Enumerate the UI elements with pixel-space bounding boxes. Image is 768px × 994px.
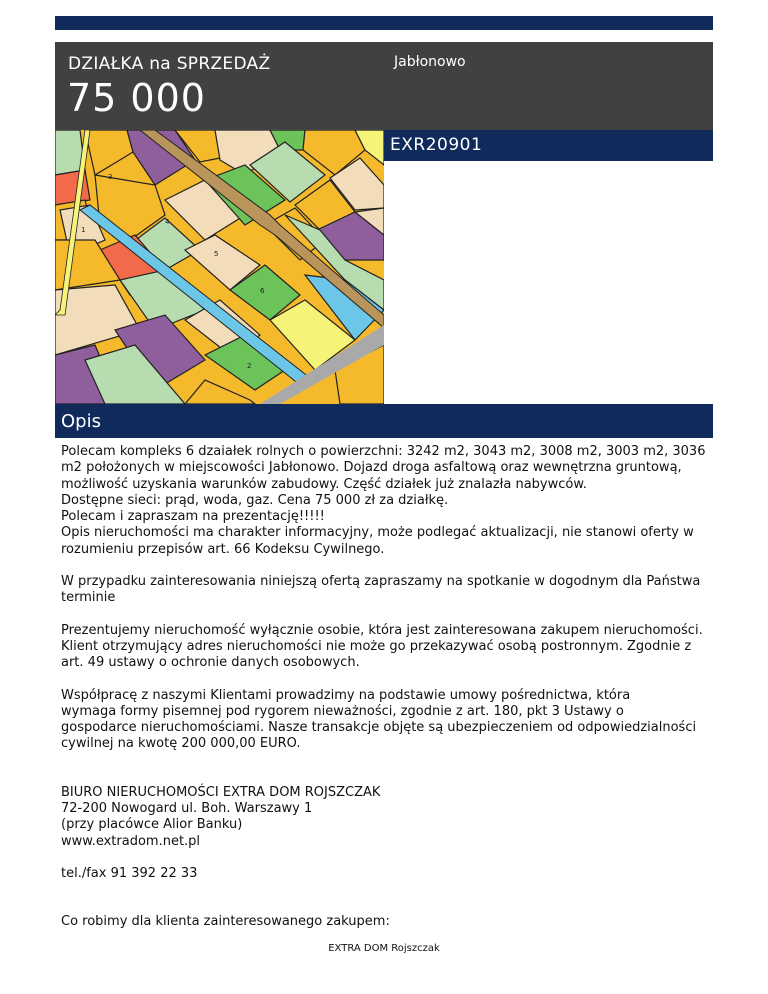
plot-map-image bbox=[55, 130, 384, 404]
plot-label-4: 4 bbox=[165, 218, 170, 226]
description-paragraph-3: Prezentujemy nieruchomość wyłącznie osobie, która jest zainteresowana zakupem nieruchomości. Klient otrzymujący adres nieruchomości nie może go przekazywać osobą postronnym. Zgodnie z art. 49 ustawy o ochronie danych osobowych. bbox=[61, 622, 703, 671]
description-paragraph-2: W przypadku zainteresowania niniejszą ofertą zapraszamy na spotkanie w dogodnym dla Państwa terminie bbox=[61, 574, 701, 606]
agency-phone: tel./fax 91 392 22 33 bbox=[61, 865, 198, 881]
plot-label-3: 3 bbox=[108, 173, 113, 181]
services-intro: Co robimy dla klienta zainteresowanego zakupem: bbox=[61, 914, 390, 930]
agency-contact-block: BIURO NIERUCHOMOŚCI EXTRA DOM ROJSZCZAK 72-200 Nowogard ul. Boh. Warszawy 1 (przy placówce Alior Banku) www.extradom.net.pl bbox=[61, 784, 381, 849]
top-accent-bar bbox=[55, 16, 713, 30]
description-paragraph-1: Polecam kompleks 6 dzaiałek rolnych o powierzchni: 3242 m2, 3043 m2, 3008 m2, 3003 m2, 3036 m2 położonych w miejscowości Jabłonowo. Dojazd droga asfaltową oraz wewnętrzna gruntową, możliwość uzyskania warunków zabudowy. Część działek już znalazła nabywców. Dostępne sieci: prąd, woda, gaz. Cena 75 000 zł za działkę. Polecam i zapraszam na prezentację!!!!! Opis nieruchomości ma charakter informacyjny, może podlegać aktualizacji, nie stanowi oferty w rozumieniu przepisów art. 66 Kodeksu Cywilnego. bbox=[61, 444, 706, 557]
content-spacer bbox=[61, 769, 706, 785]
listing-header bbox=[55, 42, 713, 130]
description-section-header bbox=[55, 404, 713, 438]
listing-reference-bar bbox=[384, 130, 713, 161]
plot-label-6: 6 bbox=[260, 287, 265, 295]
plot-label-1: 1 bbox=[81, 226, 86, 234]
description-section-title: Opis bbox=[61, 411, 101, 432]
content-spacer bbox=[61, 898, 706, 914]
listing-price: 75 000 bbox=[67, 76, 206, 120]
listing-reference-id: EXR20901 bbox=[390, 135, 483, 155]
page-footer: EXTRA DOM Rojszczak bbox=[328, 943, 440, 954]
listing-location: Jabłonowo bbox=[394, 54, 466, 70]
plot-label-2: 2 bbox=[247, 362, 252, 370]
description-paragraph-4: Współpracę z naszymi Klientami prowadzimy na podstawie umowy pośrednictwa, która wymaga formy pisemnej pod rygorem nieważności, zgodnie z art. 180, pkt 3 Ustawy o gospodarce nieruchomościami. Nasze transakcje objęte są ubezpieczeniem od odpowiedzialności cywilnej na kwotę 200 000,00 EURO. bbox=[61, 687, 697, 752]
listing-type-label: DZIAŁKA na SPRZEDAŻ bbox=[68, 54, 271, 74]
plot-map-svg bbox=[55, 130, 384, 404]
description-body bbox=[61, 444, 706, 947]
plot-label-5: 5 bbox=[214, 250, 219, 258]
